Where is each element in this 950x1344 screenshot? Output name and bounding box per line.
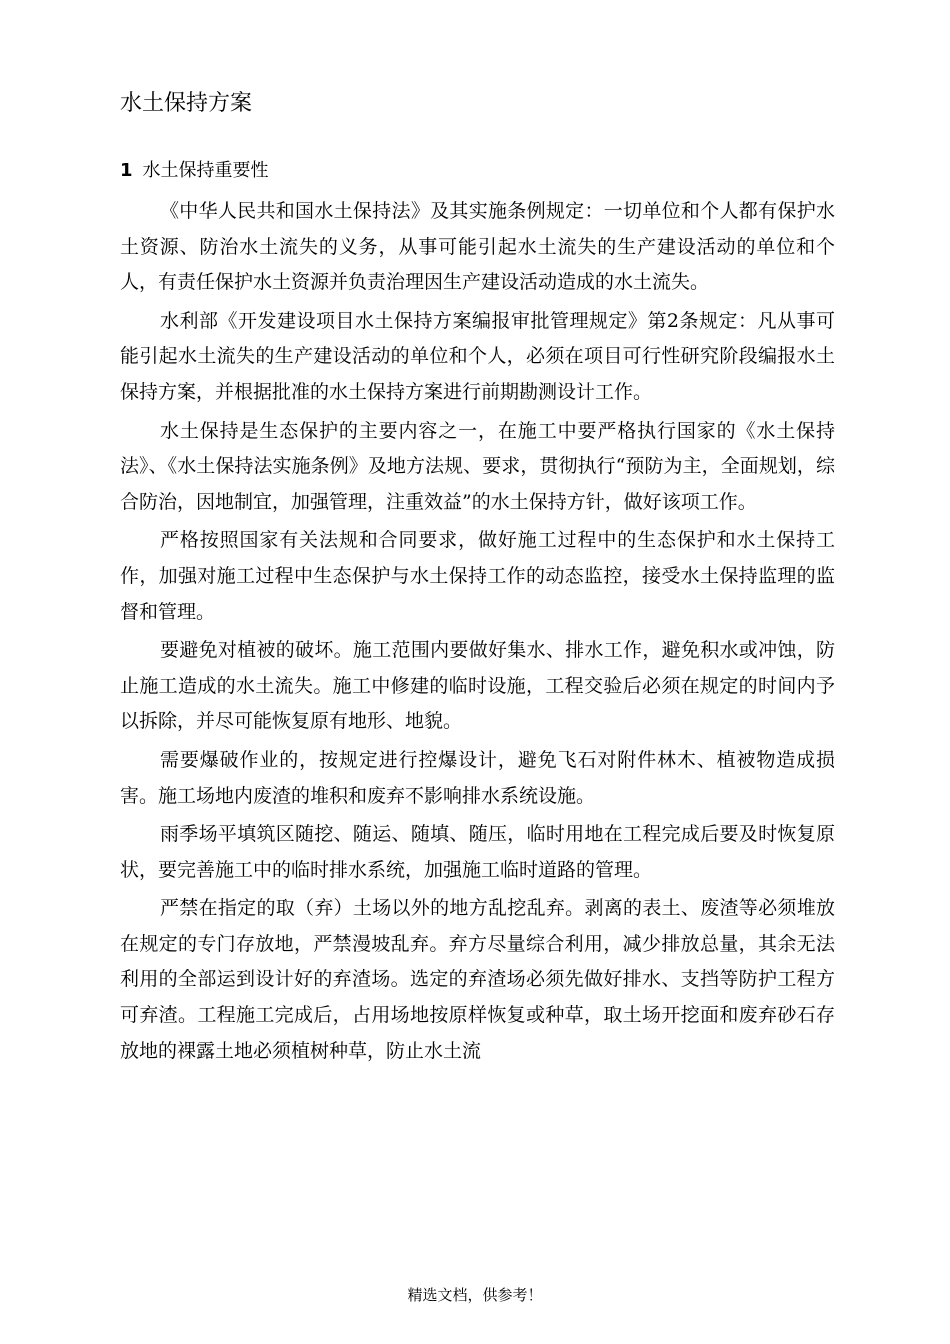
paragraph: 雨季场平填筑区随挖、随运、随填、随压，临时用地在工程完成后要及时恢复原状，要完善施工中的临时排水系统，加强施工临时道路的管理。: [120, 823, 835, 881]
paragraph: 严格按照国家有关法规和合同要求，做好施工过程中的生态保护和水土保持工作，加强对施工过程中生态保护与水土保持工作的动态监控，接受水土保持监理的监督和管理。: [120, 529, 835, 623]
paragraph: 严禁在指定的取（弃）土场以外的地方乱挖乱弃。剥离的表土、废渣等必须堆放在规定的专门存放地，严禁漫坡乱弃。弃方尽量综合利用，减少排放总量，其余无法利用的全部运到设计好的弃渣场。选定的弃渣场必须先做好排水、支挡等防护工程方可弃渣。工程施工完成后，占用场地按原样恢复或种草，取土场开挖面和废弃砂石存放地的裸露土地必须植树种草，防止水土流: [120, 897, 835, 1062]
section-number: 1: [120, 160, 133, 181]
paragraph: 需要爆破作业的，按规定进行控爆设计，避免飞石对附件林木、植被物造成损害。施工场地内废渣的堆积和废弃不影响排水系统设施。: [120, 748, 835, 807]
paragraph: 要避免对植被的破坏。施工范围内要做好集水、排水工作，避免积水或冲蚀，防止施工造成的水土流失。施工中修建的临时设施，工程交验后必须在规定的时间内予以拆除，并尽可能恢复原有地形、地貌。: [120, 639, 835, 733]
section-heading: [120, 156, 269, 186]
paragraph: 水土保持是生态保护的主要内容之一，在施工中要严格执行国家的《水土保持法》、《水土保持法实施条例》及地方法规、要求，贯彻执行“预防为主，全面规划，综合防治，因地制宜，加强管理，注重效益”的水土保持方针，做好该项工作。: [120, 419, 835, 513]
section-title: 水土保持重要性: [142, 160, 269, 181]
document-body: [120, 194, 835, 1069]
paragraph: 《中华人民共和国水土保持法》及其实施条例规定：一切单位和个人都有保护水土资源、防治水土流失的义务，从事可能引起水土流失的生产建设活动的单位和个人，有责任保护水土资源并负责治理因生产建设活动造成的水土流失。: [120, 200, 835, 294]
document-title: 水土保持方案: [120, 91, 253, 116]
page-footer: 精选文档，供参考！: [407, 1286, 543, 1304]
paragraph: 水利部《开发建设项目水土保持方案编报审批管理规定》第2条规定：凡从事可能引起水土流失的生产建设活动的单位和个人，必须在项目可行性研究阶段编报水土保持方案，并根据批准的水土保持方案进行前期勘测设计工作。: [120, 309, 835, 403]
